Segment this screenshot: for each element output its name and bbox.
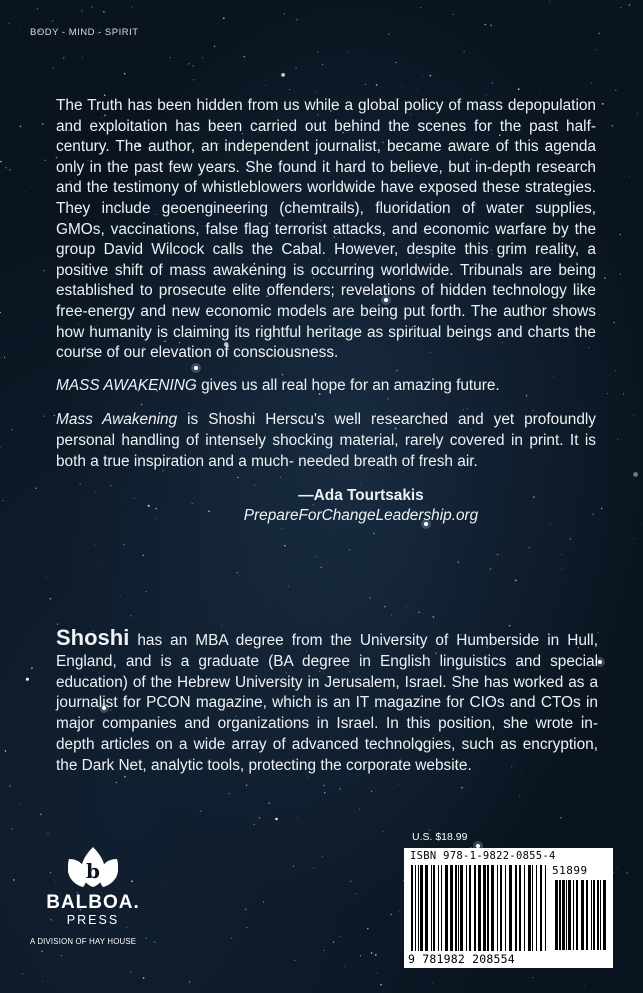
star — [515, 68, 516, 69]
star — [371, 952, 373, 954]
star — [143, 555, 144, 556]
star — [406, 606, 407, 607]
barcode-bar — [600, 880, 601, 950]
star — [8, 23, 9, 24]
star — [596, 49, 597, 50]
star — [620, 234, 621, 235]
star — [333, 942, 334, 943]
star — [377, 972, 378, 973]
star — [91, 6, 92, 7]
star — [604, 277, 606, 279]
barcode-bar — [497, 865, 498, 951]
barcode-bar — [487, 865, 489, 951]
star — [562, 568, 563, 569]
barcode-bar — [545, 865, 546, 951]
star — [9, 169, 11, 171]
barcode-bar — [540, 865, 542, 951]
star — [612, 125, 613, 126]
barcode-bar — [425, 865, 428, 951]
star — [231, 938, 232, 939]
star — [633, 472, 638, 477]
star — [615, 370, 616, 371]
star — [432, 616, 434, 618]
isbn-barcode — [404, 848, 613, 968]
star — [31, 667, 33, 669]
star — [560, 817, 562, 819]
star — [82, 57, 83, 58]
star — [623, 393, 624, 394]
barcode-bar — [509, 865, 512, 951]
star — [601, 508, 603, 510]
barcode-bar — [466, 865, 467, 951]
star — [398, 784, 399, 785]
price-label: U.S. $18.99 — [412, 831, 468, 843]
star — [281, 528, 282, 529]
star — [294, 960, 295, 961]
star — [223, 17, 225, 19]
star — [263, 901, 264, 902]
star — [221, 625, 222, 626]
star — [615, 90, 617, 92]
blurb-hope-line — [56, 376, 596, 397]
barcode-bar — [441, 865, 442, 951]
star — [380, 984, 382, 986]
star — [540, 93, 541, 94]
star — [237, 572, 238, 573]
star — [371, 791, 372, 792]
star — [281, 73, 285, 77]
barcode-bar — [593, 880, 595, 950]
star — [202, 57, 203, 58]
star — [5, 167, 6, 168]
barcode-bar — [445, 865, 448, 951]
star — [297, 818, 298, 819]
barcode-bar — [536, 865, 537, 951]
star — [629, 176, 630, 177]
star — [188, 63, 189, 64]
star — [490, 25, 491, 26]
star — [634, 538, 635, 539]
star — [46, 577, 47, 578]
star — [485, 24, 486, 25]
endorser-name: —Ada Tourtsakis — [298, 487, 424, 505]
barcode-bar — [581, 880, 584, 950]
barcode-bar — [469, 865, 471, 951]
endorsement-quote — [56, 410, 596, 472]
star — [200, 811, 201, 812]
barcode-bar — [418, 865, 419, 951]
star — [259, 817, 260, 818]
back-cover-blurb — [56, 96, 596, 526]
publisher-logo — [30, 845, 156, 946]
star — [5, 750, 6, 751]
category-label: BODY - MIND - SPIRIT — [30, 27, 139, 38]
barcode-digits: 9 781982 208554 — [408, 952, 515, 966]
barcode-bar — [524, 865, 525, 951]
star — [518, 88, 520, 90]
logo-letter: b — [86, 859, 100, 883]
star — [373, 533, 375, 535]
publisher-division: A DIVISION OF HAY HOUSE — [30, 937, 137, 946]
star — [37, 8, 39, 10]
star — [561, 554, 562, 555]
star — [265, 85, 266, 86]
star — [145, 591, 146, 592]
star — [591, 83, 592, 84]
star — [600, 315, 601, 316]
star — [289, 89, 290, 90]
barcode-bar — [528, 865, 531, 951]
star — [388, 33, 389, 34]
star — [200, 916, 201, 917]
star — [620, 274, 621, 275]
star — [214, 46, 215, 47]
star — [418, 612, 419, 613]
isbn-number: ISBN 978-1-9822-0855-4 — [410, 850, 556, 862]
barcode-bar — [505, 865, 506, 951]
star — [23, 522, 24, 523]
star — [390, 914, 391, 915]
star — [549, 1, 550, 2]
star — [124, 73, 125, 74]
barcode-bar — [474, 865, 476, 951]
star — [365, 84, 366, 85]
star — [349, 549, 350, 550]
star — [50, 598, 52, 600]
star — [458, 561, 459, 562]
star — [355, 893, 356, 894]
barcode-bar — [597, 880, 599, 950]
star — [417, 89, 418, 90]
star — [633, 415, 634, 416]
barcode-bar — [420, 865, 423, 951]
blurb-paragraph: The Truth has been hidden from us while a global policy of mass depopulation and exploitation has been carried out behind the scenes for the past half-century. The author, an independent journalist, became aware of this agenda only in the past few years. She found it hard to believe, but in-depth research and the testimony of whistleblowers worldwide have exposed these strategies. They include geoengineering (chemtrails), fluoridation of water supplies, GMOs, vaccinations, false flag terrorist attacks, and economic warfare by the group David Wilcock calls the Cabal. However, despite this grim reality, a positive shift of mass awakening is occurring worldwide. Tribunals are being established to prosecute elite offenders; revelations of hidden technology like free-energy and new economic models are being put forth. The author shows how humanity is claiming its rightful heritage as spiritual beings and charts the course of our elevation of consciousness. — [56, 97, 596, 362]
star — [43, 270, 45, 272]
star — [637, 113, 638, 114]
star — [100, 565, 101, 566]
star — [40, 814, 42, 816]
star — [382, 831, 384, 833]
star — [43, 416, 44, 417]
star — [323, 785, 325, 787]
star — [3, 500, 4, 501]
star — [0, 161, 2, 163]
star — [45, 160, 46, 161]
star — [116, 782, 117, 783]
star — [570, 538, 572, 540]
star — [170, 57, 171, 58]
star — [492, 82, 494, 84]
endorser-website: PrepareForChangeLeadership.org — [243, 507, 479, 525]
star — [245, 909, 247, 911]
star — [598, 33, 600, 35]
ean-barcode-bars — [410, 865, 548, 951]
barcode-bar — [450, 865, 453, 951]
star — [360, 955, 361, 956]
star — [131, 615, 132, 616]
star — [41, 951, 43, 953]
star — [13, 879, 14, 880]
barcode-bar — [566, 880, 567, 950]
star — [246, 927, 247, 928]
star — [293, 866, 294, 867]
star — [376, 84, 378, 86]
barcode-bar — [603, 880, 606, 950]
star — [244, 56, 245, 57]
star — [528, 547, 530, 549]
barcode-bar — [591, 880, 592, 950]
star — [369, 597, 371, 599]
star — [81, 10, 82, 11]
book-title-italic: Mass Awakening — [56, 411, 178, 429]
lotus-icon — [65, 845, 121, 891]
star — [322, 856, 323, 857]
star — [430, 75, 432, 77]
star — [391, 614, 392, 615]
star — [284, 545, 286, 547]
barcode-bar — [586, 880, 588, 950]
star — [143, 977, 145, 979]
star — [193, 79, 195, 81]
star — [132, 7, 133, 8]
barcode-bar — [455, 865, 457, 951]
star — [607, 393, 608, 394]
barcode-bar — [491, 865, 494, 951]
star — [307, 777, 308, 778]
star — [165, 615, 166, 616]
star — [602, 103, 604, 105]
star — [315, 92, 316, 93]
star — [9, 786, 10, 787]
star — [53, 67, 54, 68]
barcode-bar — [460, 865, 463, 951]
author-bio — [56, 625, 598, 777]
star — [12, 429, 13, 430]
star — [509, 625, 511, 627]
star — [315, 556, 316, 557]
star — [63, 57, 65, 59]
star — [490, 568, 492, 570]
star — [339, 606, 340, 607]
addon-barcode-bars — [554, 880, 608, 950]
star — [35, 488, 36, 489]
star — [375, 954, 377, 956]
star — [422, 76, 423, 77]
barcode-bar — [438, 865, 439, 951]
star — [641, 524, 642, 525]
star — [453, 14, 454, 15]
star — [4, 357, 5, 358]
star — [120, 596, 121, 597]
star — [350, 881, 351, 882]
star — [323, 950, 324, 951]
star — [200, 32, 201, 33]
star — [614, 322, 615, 323]
star — [497, 554, 498, 555]
barcode-bar — [532, 865, 533, 951]
barcode-bar — [559, 880, 561, 950]
star — [192, 65, 194, 67]
star — [14, 952, 15, 953]
star — [0, 312, 1, 313]
star — [634, 800, 635, 801]
star — [94, 545, 95, 546]
star — [189, 981, 190, 982]
star — [384, 606, 385, 607]
star — [629, 4, 630, 5]
barcode-bar — [555, 880, 558, 950]
book-title-caps: MASS AWAKENING — [56, 376, 197, 394]
barcode-bar — [431, 865, 432, 951]
star — [461, 787, 463, 789]
star — [322, 64, 323, 65]
barcode-bar — [562, 880, 565, 950]
star — [613, 872, 614, 873]
barcode-bar — [478, 865, 481, 951]
barcode-bar — [568, 880, 571, 950]
barcode-bar — [458, 865, 459, 951]
star — [296, 19, 298, 21]
star — [339, 936, 340, 937]
hope-text: gives us all real hope for an amazing future. — [196, 376, 500, 394]
star — [620, 7, 621, 8]
barcode-bar — [515, 865, 517, 951]
star — [339, 788, 341, 790]
star — [167, 881, 168, 882]
star — [288, 586, 289, 587]
star — [130, 972, 131, 973]
star — [284, 13, 285, 14]
star — [54, 415, 55, 416]
barcode-bar — [411, 865, 413, 951]
star — [222, 920, 223, 921]
star — [246, 784, 248, 786]
author-bio-text: has an MBA degree from the University of Humberside in Hull, England, and is a graduate (BA degree in English linguistics and special education) of the Hebrew University in Jerusalem, Israel. She has worked as a journalist for PCON magazine, which is an IT magazine for CIOs and CTOs in major companies and organizations in Israel. In this position, she wrote in-depth articles on a wide array of advanced technologies, such as encryption, the Dark Net, analytic tools, protecting the corporate website. — [56, 632, 598, 774]
star — [344, 966, 345, 967]
star — [398, 910, 399, 911]
publisher-imprint: PRESS — [66, 913, 120, 927]
barcode-bar — [483, 865, 486, 951]
star — [395, 62, 396, 63]
star — [584, 985, 585, 986]
price-addon-code: 51899 — [552, 864, 588, 877]
star — [22, 973, 23, 974]
star — [313, 868, 314, 869]
quote-text: is Shoshi Herscu's well researched and yet profoundly personal handling of intensely shocking material, rarely covered in print. It is both a true inspiration and a much- needed breath of fresh air. — [56, 411, 596, 470]
star — [317, 51, 318, 52]
star — [26, 678, 29, 681]
star — [491, 790, 492, 791]
barcode-bar — [500, 865, 502, 951]
star — [20, 126, 22, 128]
star — [618, 868, 619, 869]
star — [268, 803, 269, 804]
barcode-bar — [433, 865, 435, 951]
star — [617, 439, 618, 440]
star — [320, 567, 321, 568]
star — [25, 191, 26, 192]
star — [123, 544, 124, 545]
barcode-bar — [415, 865, 416, 951]
star — [19, 804, 20, 805]
star — [433, 982, 434, 983]
publisher-brand: BALBOA. — [46, 892, 140, 913]
star — [103, 11, 104, 12]
star — [240, 576, 241, 577]
star — [42, 123, 43, 124]
star — [347, 52, 348, 53]
star — [324, 792, 325, 793]
star — [295, 67, 296, 68]
star — [626, 872, 628, 874]
star — [519, 796, 520, 797]
star — [367, 928, 369, 930]
star — [254, 824, 255, 825]
author-name: Shoshi — [56, 625, 130, 650]
barcode-bar — [519, 865, 521, 951]
star — [326, 874, 327, 875]
star — [420, 7, 421, 8]
star — [515, 580, 517, 582]
star — [359, 809, 360, 810]
star — [20, 30, 21, 31]
star — [401, 85, 402, 86]
star — [47, 833, 48, 834]
star — [42, 981, 43, 982]
barcode-bar — [573, 880, 574, 950]
star — [61, 955, 62, 956]
star — [464, 51, 465, 52]
star — [12, 828, 13, 829]
star — [52, 20, 54, 22]
barcode-bar — [576, 880, 578, 950]
star — [532, 977, 533, 978]
star — [275, 818, 278, 821]
star — [229, 793, 230, 794]
endorsement-attribution — [126, 486, 596, 526]
